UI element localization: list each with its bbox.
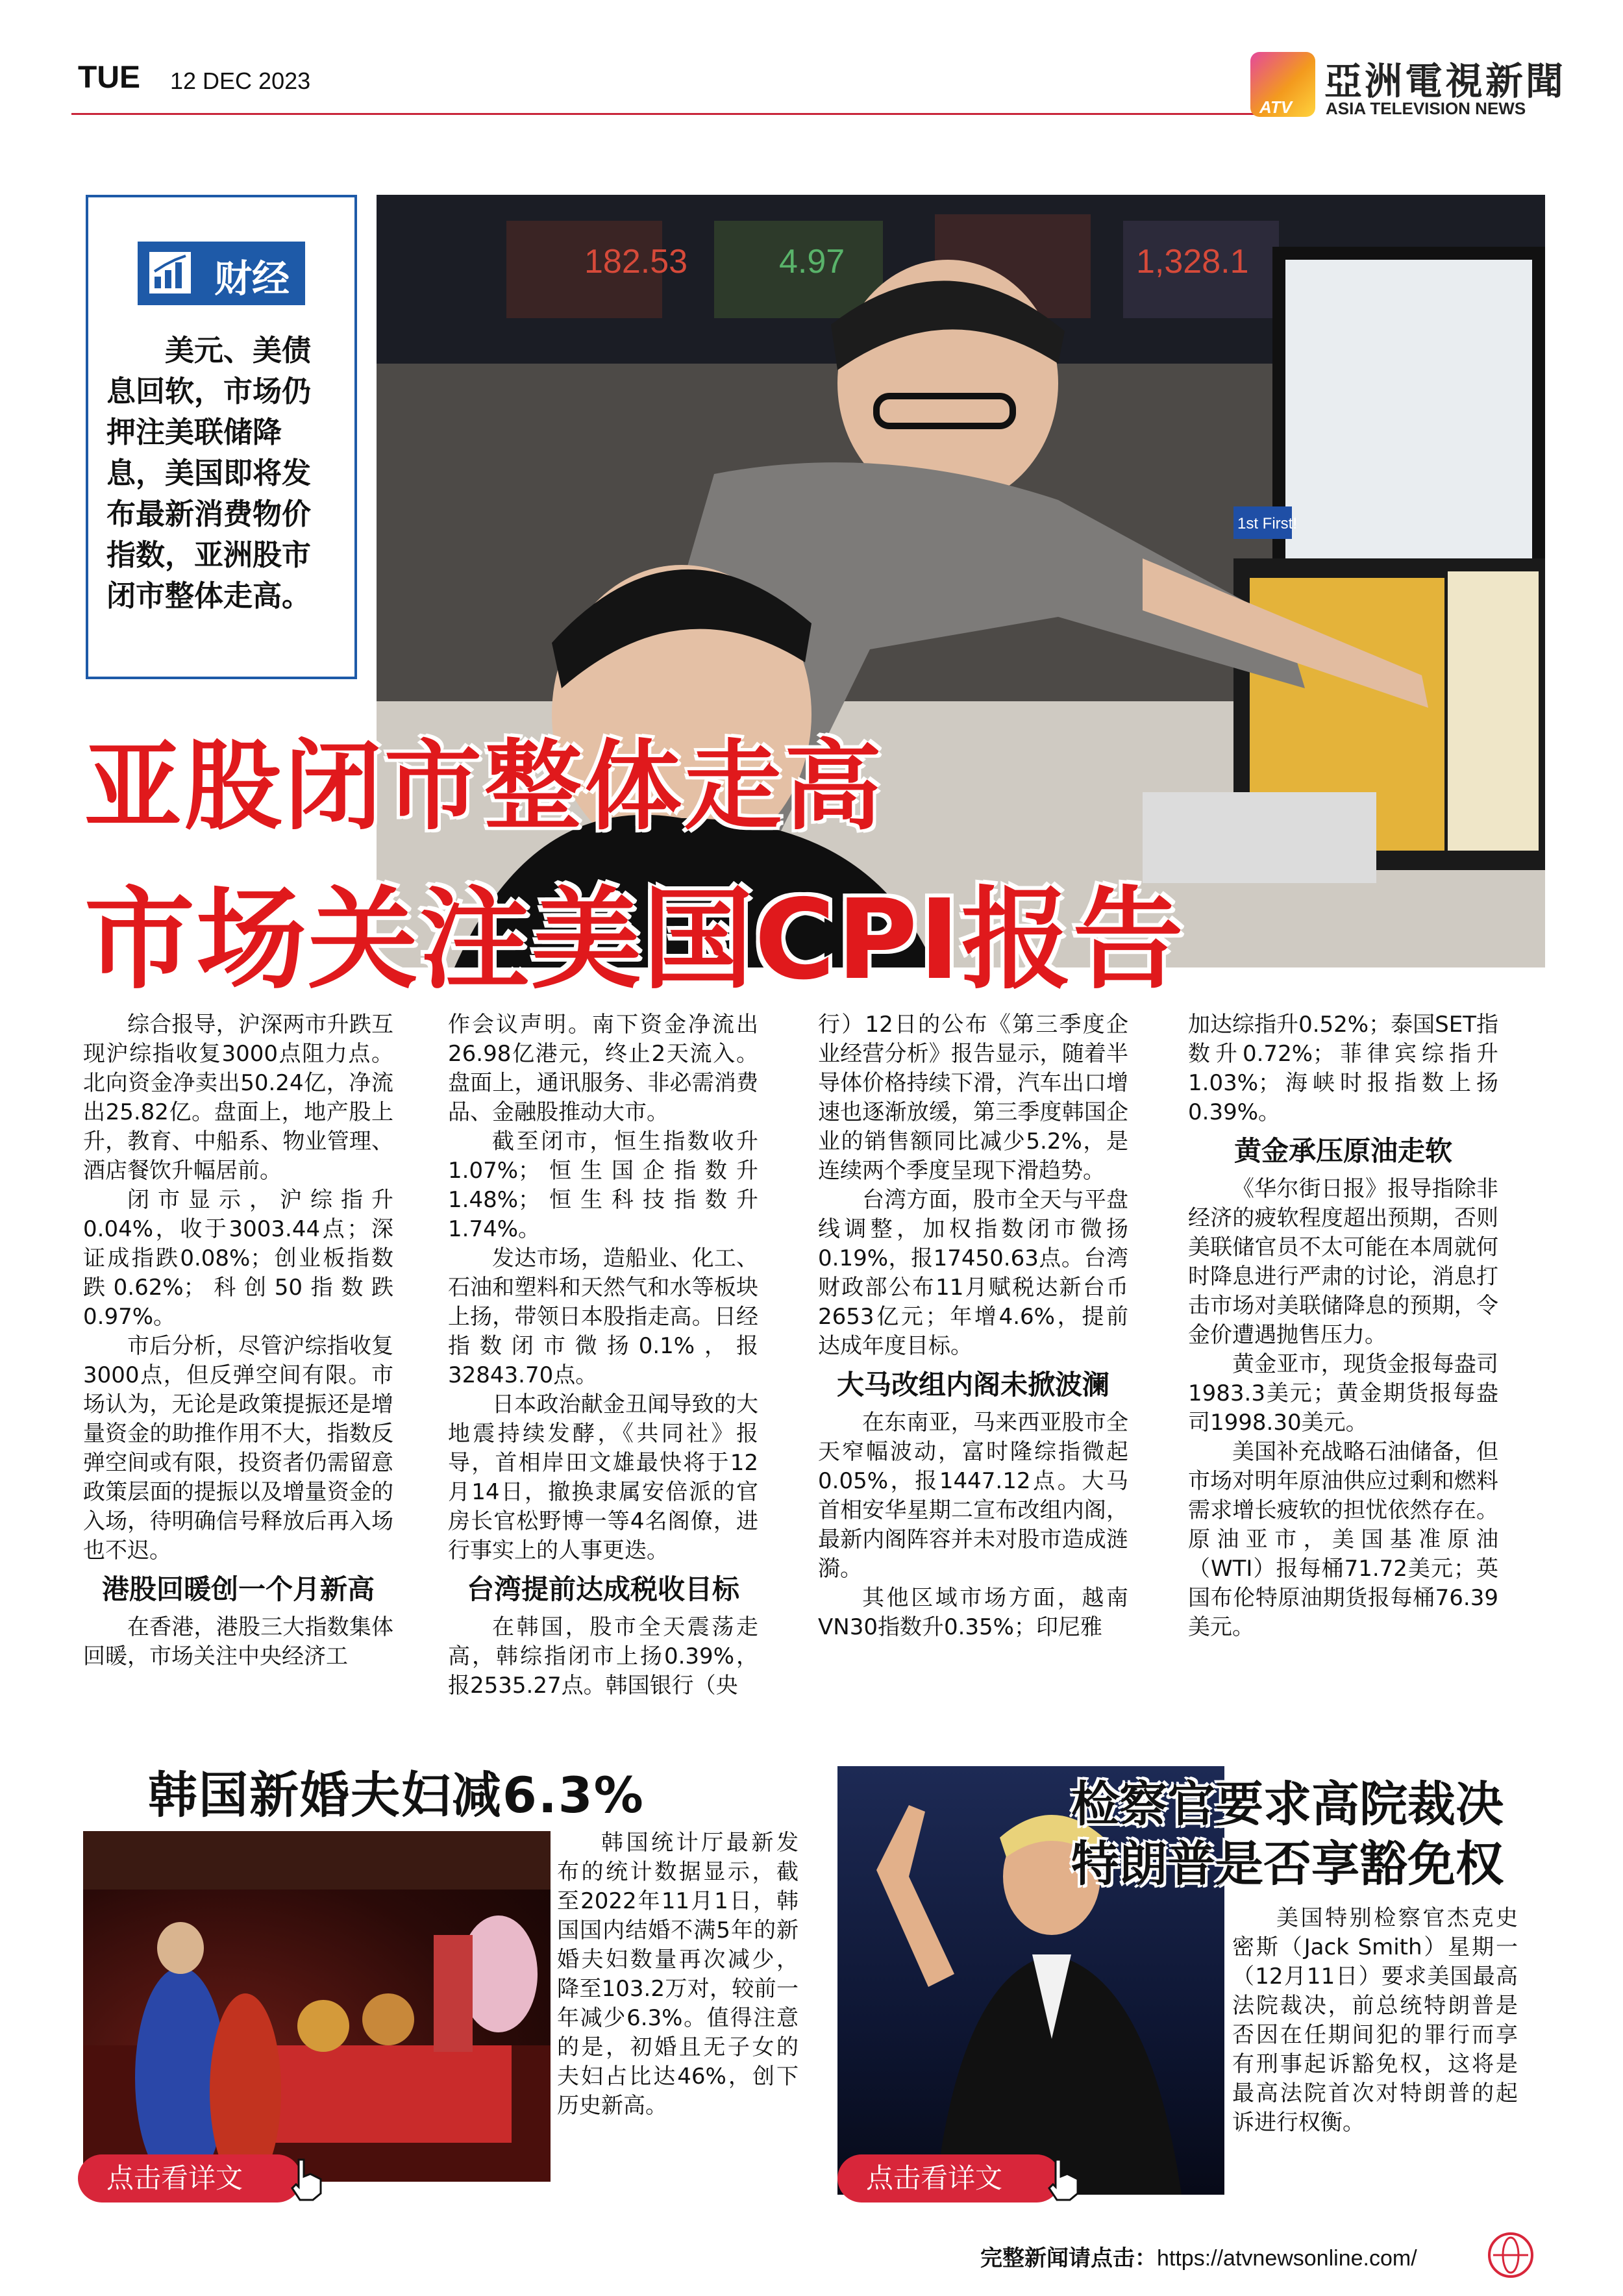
paragraph: 美国补充战略石油储备，但市场对明年原油供应过剩和燃料需求增长疲软的担忧依然存在。原油亚市，美国基准原油（WTI）报每桶71.72美元；英国布伦特原油期货报每桶76.39美元。: [1188, 1439, 1498, 1640]
screen-number-1: 182.53: [584, 243, 688, 281]
subheading: 大马改组内阁未掀波澜: [836, 1369, 1109, 1401]
paragraph: 市后分析，尽管沪综指收复3000点，但反弹空间有限。市场认为，无论是政策提振还是增量资金的助推作用不大，指数反弹空间或有限，投资者仍需留意政策层面的提振以及增量资金的入场，待明确信号释放后再入场也不迟。: [83, 1333, 393, 1564]
korea-wedding-photo[interactable]: [83, 1831, 551, 2182]
read-more-button[interactable]: 点击看详文: [78, 2154, 301, 2202]
subheading: 台湾提前达成税收目标: [466, 1573, 739, 1605]
trump-story-title-2[interactable]: 特朗普是否享豁免权: [1071, 1836, 1504, 1892]
paragraph: 作会议声明。南下资金净流出26.98亿港元，终止2天流入。盘面上，通讯服务、非必需消费品、金融股推动大市。: [448, 1012, 758, 1125]
article-column-2: [448, 1010, 758, 1701]
globe-icon[interactable]: [1488, 2232, 1533, 2278]
article-column-4: [1188, 1010, 1498, 1642]
trump-story-title-1[interactable]: 检察官要求高院裁决: [1071, 1777, 1504, 1832]
logo-english: ASIA TELEVISION NEWS: [1326, 99, 1526, 118]
article-column-1: [83, 1010, 393, 1671]
paragraph: 在东南亚，马来西亚股市全天窄幅波动，富时隆综指微起0.05%，报1447.12点。大马首相安华星期二宣布改组内阁，最新内阁阵容并未对股市造成涟漪。: [818, 1410, 1128, 1582]
issue-day: TUE: [78, 60, 140, 95]
header-rule: [71, 113, 1259, 115]
logo-chinese: 亞洲電視新聞: [1324, 59, 1567, 103]
trump-story-text: 美国特别检察官杰克史密斯（Jack Smith）星期一（12月11日）要求美国最高法院裁决，前总统特朗普是否因在任期间犯的罪行而享有刑事起诉豁免权，这将是最高法院首次对特朗普的起诉进行权衡。: [1232, 1905, 1518, 2136]
paragraph: 行）12日的公布《第三季度企业经营分析》报告显示，随着半导体价格持续下滑，汽车出口增速也逐渐放缓，第三季度韩国企业的销售额同比减少5.2%，是连续两个季度呈现下滑趋势。: [818, 1012, 1128, 1184]
paragraph: 在韩国，股市全天震荡走高，韩综指闭市上扬0.39%，报2535.27点。韩国银行（央: [448, 1614, 758, 1699]
footer-label: 完整新闻请点击：: [980, 2245, 1157, 2271]
paragraph: 日本政治献金丑闻导致的大地震持续发酵，《共同社》报导，首相岸田文雄最快将于12月14日，撤换隶属安倍派的官房长官松野博一等4名阁僚，进行事实上的人事更迭。: [448, 1391, 758, 1564]
read-more-button[interactable]: 点击看详文: [837, 2154, 1061, 2202]
paragraph: 台湾方面，股市全天与平盘线调整，加权指数闭市微扬0.19%，报17450.63点。台湾财政部公布11月赋税达新台币2653亿元；年增4.6%，提前达成年度目标。: [818, 1187, 1128, 1359]
hand-pointer-icon[interactable]: [284, 2154, 326, 2202]
paragraph: 《华尔街日报》报导指除非经济的疲软程度超出预期，否则美联储官员不太可能在本周就何时降息进行严肃的讨论，消息打击市场对美联储降息的预期，令金价遭遇抛售压力。: [1188, 1176, 1498, 1348]
paragraph: 综合报导，沪深两市升跌互现沪综指收复3000点阻力点。北向资金净卖出50.24亿，净流出25.82亿。盘面上，地产股上升，教育、中船系、物业管理、酒店餐饮升幅居前。: [83, 1012, 393, 1184]
headline-line-2: 市场关注美国CPI报告: [84, 876, 1185, 1004]
paragraph: 加达综指升0.52%；泰国SET指数升0.72%；菲律宾综指升1.03%；海峡时报指数上扬0.39%。: [1188, 1012, 1498, 1125]
paragraph: 黄金亚市，现货金报每盎司1983.3美元；黄金期货报每盎司1998.30美元。: [1188, 1351, 1498, 1436]
screen-number-3: 4.97: [779, 243, 845, 281]
paragraph: 其他区域市场方面，越南VN30指数升0.35%；印尼雅: [818, 1585, 1128, 1640]
bar-chart-icon: [149, 252, 191, 293]
paragraph: 在香港，港股三大指数集体回暖，市场关注中央经济工: [83, 1614, 393, 1669]
summary-text: 美元、美债息回软，市场仍押注美联储降息，美国即将发布最新消费物价指数，亚洲股市闭市整体走高。: [106, 333, 312, 613]
section-tag-label: 财经: [214, 256, 290, 301]
hand-pointer-icon[interactable]: [1041, 2154, 1083, 2202]
paragraph: 发达市场，造船业、化工、石油和塑料和天然气和水等板块上扬，带领日本股指走高。日经指数闭市微扬0.1%，报32843.70点。: [448, 1245, 758, 1388]
logo-mark: ATV: [1259, 97, 1293, 117]
screen-number-2: 1,328.1: [1136, 243, 1249, 281]
screen-sign: 1st First!: [1237, 515, 1298, 532]
paragraph: 截至闭市，恒生指数收升1.07%；恒生国企指数升1.48%；恒生科技指数升1.74%。: [448, 1129, 758, 1242]
subheading: 港股回暖创一个月新高: [101, 1573, 375, 1605]
article-column-3: [818, 1010, 1128, 1642]
korea-story-text: 韩国统计厅最新发布的统计数据显示，截至2022年11月1日，韩国国内结婚不满5年的新婚夫妇数量再次减少，降至103.2万对，较前一年减少6.3%。值得注意的是，初婚且无子女的夫妇占比达46%，创下历史新高。: [557, 1830, 799, 2119]
headline-line-1: 亚股闭市整体走高: [84, 730, 885, 843]
korea-story-title[interactable]: 韩国新婚夫妇减6.3%: [148, 1766, 645, 1824]
subheading: 黄金承压原油走软: [1233, 1135, 1452, 1167]
footer-link[interactable]: [980, 2240, 1417, 2272]
paragraph: 闭市显示，沪综指升0.04%，收于3003.44点；深证成指跌0.08%；创业板指数跌0.62%；科创50指数跌0.97%。: [83, 1187, 393, 1330]
issue-date: 12 DEC 2023: [170, 68, 311, 94]
footer-url[interactable]: https://atvnewsonline.com/: [1157, 2246, 1417, 2271]
